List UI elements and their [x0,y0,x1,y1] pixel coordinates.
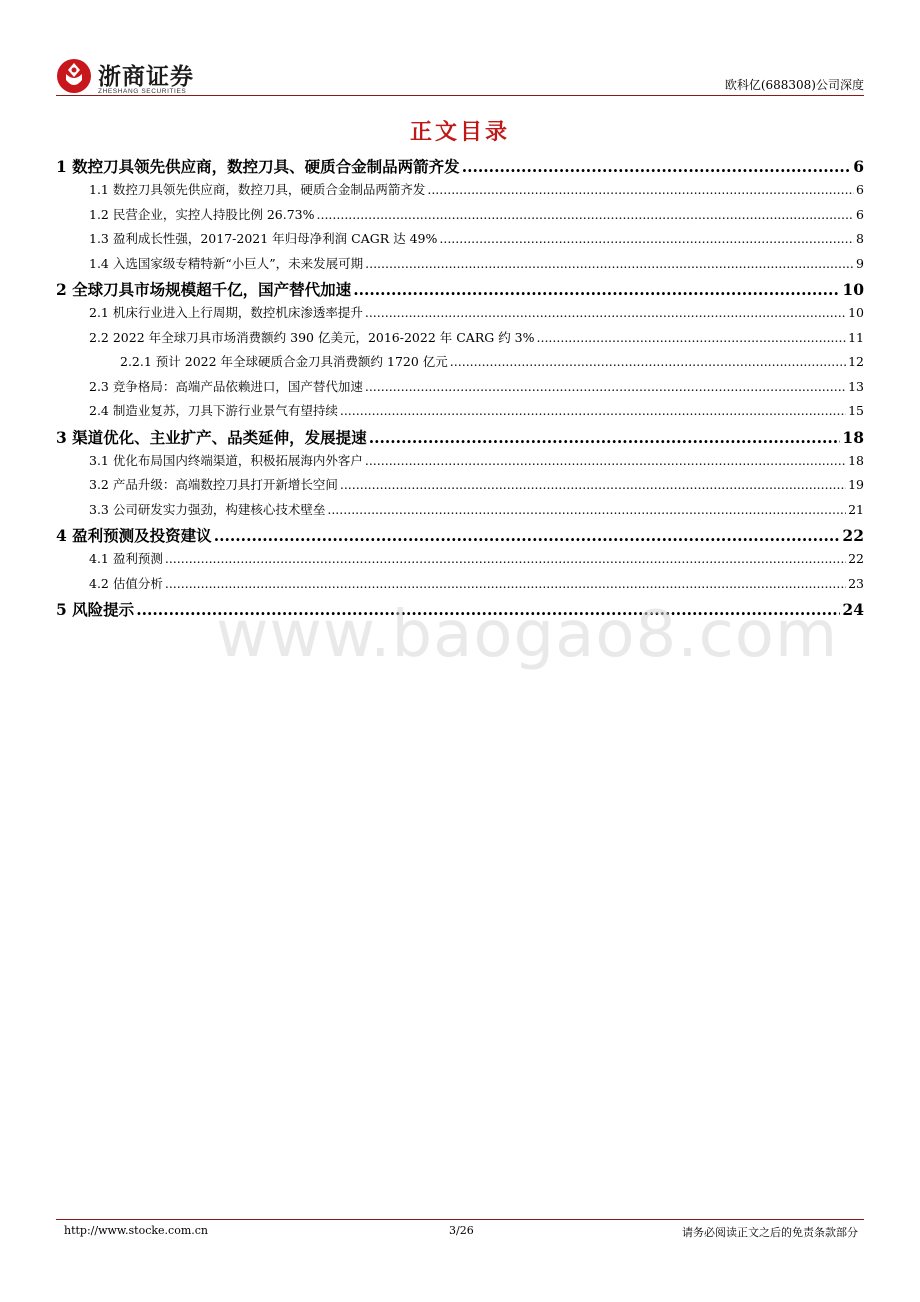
toc-entry-page: 10 [848,305,864,320]
toc-entry-label: 3.2 产品升级：高端数控刀具打开新增长空间 [89,477,338,492]
toc-leader-dots [327,502,846,517]
toc-leader-dots [340,403,846,418]
footer-url-link[interactable]: http://www.stocke.com.cn [64,1224,208,1237]
toc-leader-dots [450,354,846,369]
toc-entry-page: 22 [848,551,864,566]
toc-entry-label: 1 数控刀具领先供应商，数控刀具、硬质合金制品两箭齐发 [56,157,460,176]
toc-entry-1-4[interactable] [56,254,864,279]
page-header [56,52,864,98]
toc-entry-page: 18 [842,427,864,447]
toc-entry-1-3[interactable] [56,229,864,254]
page-footer [56,1224,864,1240]
toc-entry-2-1[interactable] [56,303,864,328]
toc-leader-dots [340,477,846,492]
logo-chinese-name: 浙商证券 [98,64,194,90]
toc-entry-label: 4 盈利预测及投资建议 [56,526,212,545]
footer-disclaimer: 请务必阅读正文之后的免责条款部分 [682,1226,858,1239]
toc-entry-3[interactable] [56,426,864,451]
toc-entry-label: 4.2 估值分析 [89,575,163,591]
toc-entry-label: 1.4 入选国家级专精特新“小巨人”，未来发展可期 [89,255,364,271]
toc-leader-dots [537,330,847,345]
toc-entry-page: 15 [848,403,864,418]
toc-leader-dots [353,280,840,299]
toc-entry-2[interactable] [56,278,864,303]
company-logo [56,58,256,98]
toc-entry-label: 4.1 盈利预测 [89,551,163,566]
toc-entry-page: 13 [848,378,864,394]
zheshang-logo-icon [56,58,92,94]
toc-heading: 正文目录 [409,119,510,145]
toc-entry-page: 8 [856,231,864,246]
toc-entry-4[interactable] [56,524,864,549]
toc-entry-2-2-1[interactable] [56,352,864,377]
toc-entry-4-1[interactable] [56,549,864,574]
toc-entry-label: 2.2.1 预计 2022 年全球硬质合金刀具消费额约 1720 亿元 [120,354,448,369]
toc-entry-label: 1.2 民营企业，实控人持股比例 26.73% [89,206,315,222]
toc-entry-4-2[interactable] [56,574,864,599]
watermark: www.baogao8.com [216,598,839,672]
toc-leader-dots [439,231,854,246]
toc-entry-label: 5 风险提示 [56,600,135,619]
toc-leader-dots [165,551,846,566]
toc-entry-page: 6 [853,157,864,176]
header-divider [56,95,864,96]
toc-entry-2-3[interactable] [56,377,864,402]
toc-entry-page: 23 [848,575,864,591]
toc-entry-page: 10 [842,280,864,299]
logo-english-name: ZHESHANG SECURITIES [98,88,187,95]
toc-entry-page: 12 [848,354,864,369]
toc-entry-1-1[interactable] [56,180,864,205]
toc-entry-page: 9 [856,255,864,271]
toc-entry-1[interactable] [56,155,864,180]
toc-entry-label: 2.2 2022 年全球刀具市场消费额约 390 亿美元，2016-2022 年 CARG 约 3% [89,329,535,345]
toc-entry-label: 3.3 公司研发实力强劲，构建核心技术壁垒 [89,501,326,517]
footer-divider [56,1219,864,1220]
toc-entry-page: 21 [848,501,864,517]
toc-entry-page: 6 [856,182,864,197]
toc-entry-page: 18 [848,452,864,468]
table-of-contents [56,155,864,623]
toc-entry-label: 1.1 数控刀具领先供应商，数控刀具，硬质合金制品两箭齐发 [89,182,426,197]
toc-entry-label: 3 渠道优化、主业扩产、品类延伸，发展提速 [56,427,367,447]
toc-entry-label: 1.3 盈利成长性强，2017-2021 年归母净利润 CAGR 达 49% [89,231,438,246]
toc-entry-label: 2.1 机床行业进入上行周期，数控机床渗透率提升 [89,305,363,320]
toc-entry-page: 6 [856,206,864,222]
toc-entry-label: 2 全球刀具市场规模超千亿，国产替代加速 [56,280,352,299]
toc-entry-3-3[interactable] [56,500,864,525]
toc-leader-dots [365,256,854,271]
toc-leader-dots [165,576,846,591]
toc-entry-label: 3.1 优化布局国内终端渠道，积极拓展海内外客户 [89,452,363,468]
toc-entry-page: 19 [848,477,864,492]
toc-entry-page: 11 [848,329,864,345]
toc-leader-dots [365,453,846,468]
toc-entry-page: 22 [842,526,864,545]
toc-leader-dots [317,207,855,222]
toc-leader-dots [369,428,841,447]
footer-page-number: 3/26 [449,1224,474,1237]
toc-leader-dots [214,526,841,545]
toc-leader-dots [427,182,854,197]
toc-entry-label: 2.4 制造业复苏，刀具下游行业景气有望持续 [89,403,338,418]
toc-entry-label: 2.3 竞争格局：高端产品依赖进口，国产替代加速 [89,378,363,394]
toc-entry-3-2[interactable] [56,475,864,500]
toc-entry-2-4[interactable] [56,401,864,426]
toc-entry-2-2[interactable] [56,328,864,353]
toc-entry-1-2[interactable] [56,205,864,230]
report-title: 欧科亿(688308)公司深度 [724,78,864,92]
toc-leader-dots [365,305,846,320]
toc-leader-dots [365,379,846,394]
toc-entry-page: 24 [842,600,864,619]
toc-leader-dots [462,157,852,176]
toc-entry-3-1[interactable] [56,451,864,476]
